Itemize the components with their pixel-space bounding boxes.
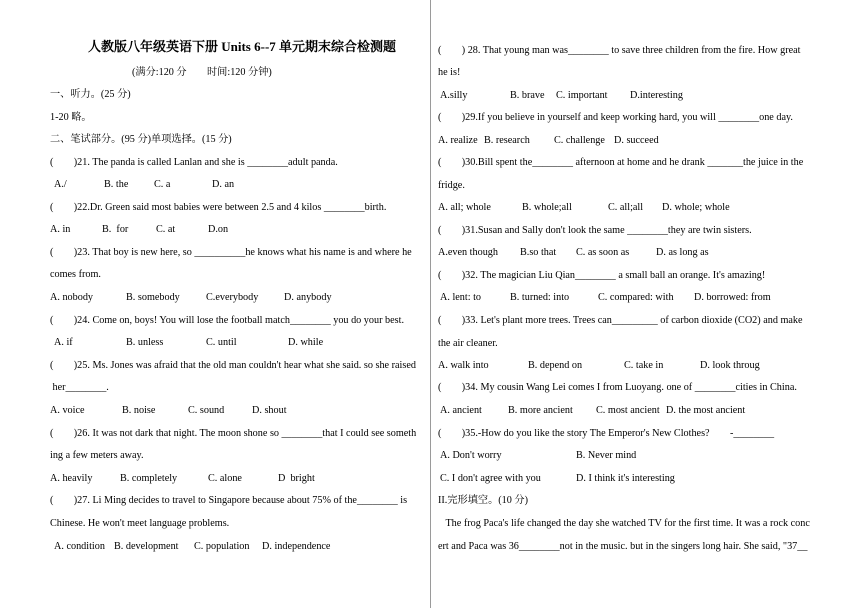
option-b: B. depend on: [528, 360, 583, 371]
option-b: B. for: [102, 224, 129, 235]
options-24: [50, 336, 426, 350]
option-a: A. Don't worry: [440, 450, 502, 461]
options-23: [50, 291, 426, 305]
option-a: A. ancient: [440, 405, 482, 416]
options-22: [50, 223, 426, 237]
passage-line-1: The frog Paca's life changed the day she watched TV for the first time. It was a rock conc: [438, 518, 810, 529]
option-b: B. the: [104, 179, 129, 190]
options-34: [438, 404, 810, 418]
option-d: D. succeed: [614, 135, 659, 146]
question-35: ( )35.-How do you like the story The Emperor's New Clothes? -________: [438, 428, 775, 439]
option-d: D. while: [288, 337, 324, 348]
option-b: B. noise: [122, 405, 156, 416]
question-34: ( )34. My cousin Wang Lei comes I from Luoyang. one of ________cities in China.: [438, 382, 797, 393]
option-b: B. unless: [126, 337, 164, 348]
option-d: D. whole; whole: [662, 202, 730, 213]
option-b: B. turned: into: [510, 292, 570, 303]
passage-line-2: ert and Paca was 36________not in the music. but in the singers long hair. She said, "37__: [438, 541, 808, 552]
question-33: ( )33. Let's plant more trees. Trees can_________ of carbon dioxide (CO2) and make: [438, 315, 803, 326]
option-b: B.so that: [520, 247, 557, 258]
option-d: D. I think it's interesting: [576, 473, 675, 484]
options-35-row2: [438, 472, 810, 486]
options-35-row1: [438, 449, 810, 463]
question-23-cont: comes from.: [50, 269, 101, 280]
option-c: C. most ancient: [596, 405, 660, 416]
question-23: ( )23. That boy is new here, so __________he knows what his name is and where he: [50, 247, 412, 258]
option-c: C. until: [206, 337, 237, 348]
option-c: C. challenge: [554, 135, 605, 146]
option-c: C. alone: [208, 473, 242, 484]
question-33-cont: the air cleaner.: [438, 338, 498, 349]
option-d: D. borrowed: from: [694, 292, 771, 303]
option-b: B. somebody: [126, 292, 180, 303]
options-28: [438, 89, 810, 103]
option-d: D. independence: [262, 541, 331, 552]
options-33: [438, 359, 810, 373]
page-subtitle: (满分:120 分 时间:120 分钟): [132, 67, 272, 78]
option-b: B. brave: [510, 90, 545, 101]
question-32: ( )32. The magician Liu Qian________ a small ball an orange. It's amazing!: [438, 270, 766, 281]
option-a: A. nobody: [50, 292, 94, 303]
option-b: B. Never mind: [576, 450, 637, 461]
option-a: A. if: [54, 337, 73, 348]
section-cloze: II.完形填空。(10 分): [438, 495, 528, 506]
section-written: 二、笔试部分。(95 分)单项选择。(15 分): [50, 134, 232, 145]
option-c: C.everybody: [206, 292, 259, 303]
options-25: [50, 404, 426, 418]
question-25: ( )25. Ms. Jones was afraid that the old man couldn't hear what she said. so she raised: [50, 360, 416, 371]
option-b: B. development: [114, 541, 179, 552]
option-c: C. as soon as: [576, 247, 630, 258]
option-b: B. more ancient: [508, 405, 573, 416]
question-30-cont: fridge.: [438, 180, 465, 191]
question-26-cont: ing a few meters away.: [50, 450, 144, 461]
question-28: ( ) 28. That young man was________ to save three children from the fire. How great: [438, 45, 801, 56]
question-30: ( )30.Bill spent the________ afternoon at home and he drank _______the juice in the: [438, 157, 804, 168]
question-21: ( )21. The panda is called Lanlan and she is ________adult panda.: [50, 157, 338, 168]
option-d: D. shout: [252, 405, 287, 416]
option-c: C. take in: [624, 360, 664, 371]
options-26: [50, 472, 426, 486]
option-a: A. lent: to: [440, 292, 482, 303]
question-31: ( )31.Susan and Sally don't look the same ________they are twin sisters.: [438, 225, 752, 236]
column-divider: [430, 0, 431, 608]
option-d: D. as long as: [656, 247, 709, 258]
option-a: A. all; whole: [438, 202, 491, 213]
option-c: C. all;all: [608, 202, 644, 213]
question-27-cont: Chinese. He won't meet language problems.: [50, 518, 230, 529]
question-25-cont: her________.: [50, 382, 109, 393]
option-a: A. walk into: [438, 360, 489, 371]
option-a: A. realize: [438, 135, 478, 146]
option-b: B. whole;all: [522, 202, 572, 213]
option-d: D. anybody: [284, 292, 332, 303]
question-24: ( )24. Come on, boys! You will lose the football match________ you do your best.: [50, 315, 404, 326]
section-listening: 一、听力。(25 分): [50, 89, 131, 100]
option-d: D. look throug: [700, 360, 760, 371]
option-c: C. compared: with: [598, 292, 674, 303]
option-c: C. population: [194, 541, 250, 552]
option-a: A.silly: [440, 90, 468, 101]
options-30: [438, 201, 810, 215]
option-a: A. voice: [50, 405, 85, 416]
option-b: B. completely: [120, 473, 178, 484]
options-31: [438, 246, 810, 260]
option-a: A.even though: [438, 247, 498, 258]
question-22: ( )22.Dr. Green said most babies were between 2.5 and 4 kilos ________birth.: [50, 202, 387, 213]
options-32: [438, 291, 810, 305]
options-21: [50, 178, 426, 192]
option-c: C. I don't agree with you: [440, 473, 541, 484]
option-c: C. a: [154, 179, 171, 190]
options-27: [50, 540, 426, 554]
option-c: C. at: [156, 224, 176, 235]
option-d: D.on: [208, 224, 229, 235]
option-b: B. research: [484, 135, 530, 146]
option-d: D bright: [278, 473, 315, 484]
option-a: A. condition: [54, 541, 105, 552]
options-29: [438, 134, 810, 148]
option-a: A. in: [50, 224, 71, 235]
option-a: A. heavily: [50, 473, 93, 484]
option-d: D.interesting: [630, 90, 683, 101]
question-27: ( )27. Li Ming decides to travel to Singapore because about 75% of the________ is: [50, 495, 408, 506]
option-c: C. sound: [188, 405, 225, 416]
option-d: D. an: [212, 179, 235, 190]
section-listening-note: 1-20 略。: [50, 112, 92, 123]
page-title: 人教版八年级英语下册 Units 6--7 单元期末综合检测题: [88, 39, 397, 54]
option-a: A./: [54, 179, 67, 190]
option-d: D. the most ancient: [666, 405, 746, 416]
question-28-cont: he is!: [438, 67, 461, 78]
option-c: C. important: [556, 90, 608, 101]
question-26: ( )26. It was not dark that night. The moon shone so ________that I could see someth: [50, 428, 417, 439]
question-29: ( )29.If you believe in yourself and keep working hard, you will ________one day.: [438, 112, 793, 123]
